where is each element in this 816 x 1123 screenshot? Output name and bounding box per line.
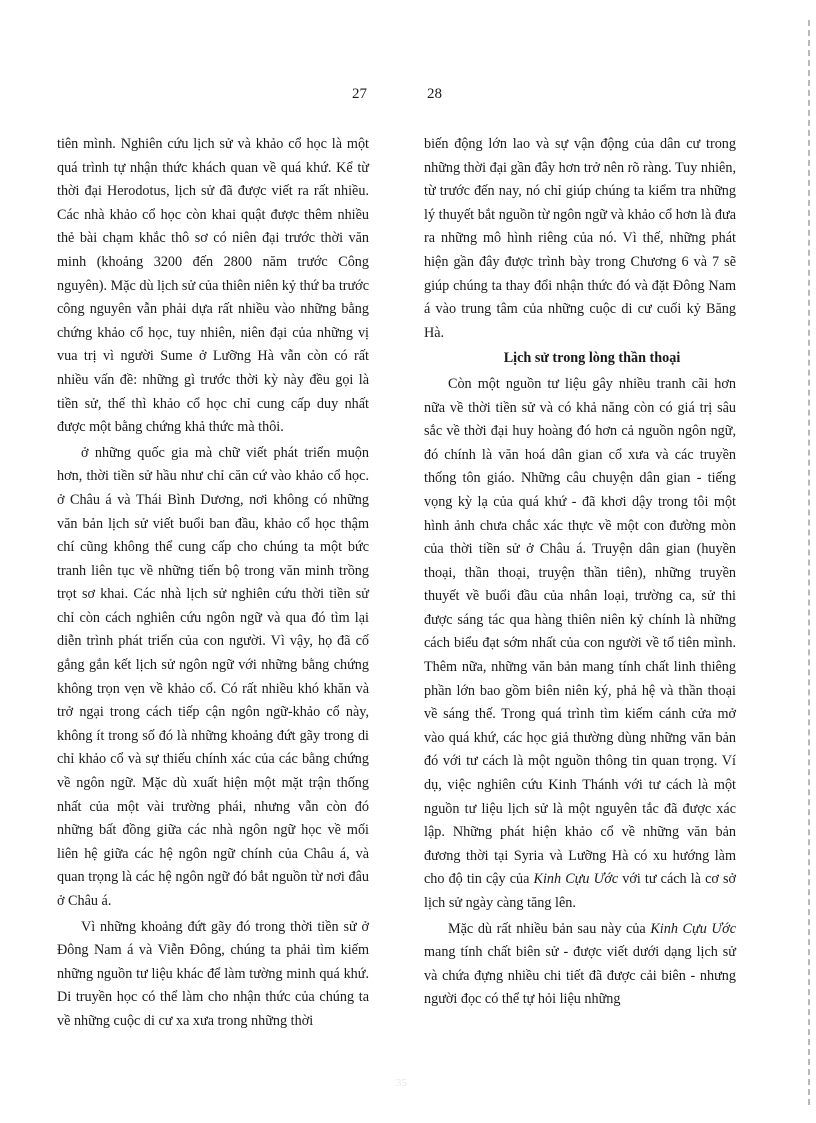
- left-paragraph-2: ở những quốc gia mà chữ viết phát triển muộn hơn, thời tiền sử hầu như chỉ căn cứ vào khảo cổ học. ở Châu á và Thái Bình Dương, nơi không có những văn bản lịch sử viết buổi ban đầu, khảo cổ học thậm chí cũng không thể cung cấp cho chúng ta một bức tranh liên tục về những tiến bộ trong văn minh trồng trọt sơ khai. Các nhà lịch sử nghiên cứu thời tiền sử chỉ còn cách nghiên cứu ngôn ngữ và qua đó tìm lại diễn trình phát triển của con người. Vì vậy, họ đã cố gắng gắn kết lịch sử ngôn ngữ với những bằng chứng không trọn vẹn về khảo cổ. Có rất nhiều khó khăn và trở ngại trong cách tiếp cận ngôn ngữ-khảo cổ này, không ít trong số đó là những khoảng đứt gãy trong di chỉ khảo cổ và sự thiếu chính xác của các bằng chứng về ngôn ngữ. Mặc dù xuất hiện một mặt trận thống nhất của một vài trường phái, nhưng vẫn còn đó những bất đồng giữa các nhà ngôn ngữ học về mối liên hệ giữa các hệ ngôn ngữ chính của Châu á, và quan trọng là các hệ ngôn ngữ đó bắt nguồn từ nơi đâu ở Châu á.: [57, 444, 369, 909]
- scan-edge-line: [806, 20, 810, 1105]
- right-page-number: 28: [427, 86, 442, 102]
- right-paragraph-2-text-b: với tư cách là cơ sở lịch sử ngày càng tăng lên.: [424, 871, 737, 911]
- left-page-column: [57, 133, 369, 1034]
- right-paragraph-2-emphasis: Kinh Cựu Ước: [533, 871, 619, 888]
- right-page-column: [424, 133, 736, 1012]
- footer-watermark: 35: [396, 1077, 407, 1089]
- right-paragraph-3-emphasis: Kinh Cựu Ước: [650, 920, 736, 937]
- left-page-number: 27: [352, 86, 367, 102]
- right-paragraph-2: [424, 373, 736, 916]
- section-heading: Lịch sử trong lòng thần thoại: [503, 350, 681, 367]
- right-paragraph-3: [424, 918, 736, 1012]
- right-paragraph-1: biến động lớn lao và sự vận động của dân cư trong những thời đại gần đây hơn trở nên rõ ràng. Tuy nhiên, từ trước đến nay, nó chỉ giúp chúng ta kiểm tra những lý thuyết bắt nguồn từ ngôn ngữ và khảo cổ hơn là đưa ra những mô hình riêng của nó. Vì thế, những phát hiện gần đây được trình bày trong Chương 6 và 7 sẽ giúp chúng ta thay đổi nhận thức đó và đặt Đông Nam á vào trung tâm của những cuộc di cư cuối kỷ Băng Hà.: [424, 136, 736, 341]
- left-paragraph-1: tiên mình. Nghiên cứu lịch sử và khảo cổ học là một quá trình tự nhận thức khách quan về quá khứ. Kể từ thời đại Herodotus, lịch sử đã được viết ra rất nhiều. Các nhà khảo cổ học còn khai quật được thêm nhiều thẻ bài chạm khắc thô sơ có niên đại trước thời văn minh (khoảng 3200 đến 2800 năm trước Công nguyên). Mặc dù lịch sử của thiên niên kỷ thứ ba trước công nguyên vẫn phải dựa rất nhiều vào những bằng chứng khảo cổ học, tuy nhiên, niên đại của những vị vua trị vì người Sume ở Lưỡng Hà vẫn còn có rất nhiều vấn đề: những gì trước thời kỳ này đều gọi là tiền sử, thế thì khảo cổ học chỉ cung cấp duy nhất được một bằng chứng khả thức mà thôi.: [57, 136, 369, 436]
- right-paragraph-3-text-a: Mặc dù rất nhiều bản sau này của: [448, 920, 651, 937]
- right-paragraph-2-text-a: Còn một nguồn tư liệu gây nhiều tranh cãi hơn nữa về thời tiền sử và có khả năng còn có giá trị sâu sắc về thời đại huy hoàng đó hơn cả nguồn ngôn ngữ, đó chính là văn hoá dân gian cổ xưa và các truyền thống tôn giáo. Những câu chuyện dân gian - tiếng vọng kỳ lạ của quá khứ - đã khơi dậy trong tôi một hình ảnh chưa chắc xác thực về một con đường mòn của thời tiền sử ở Châu á. Truyện dân gian (huyền thoại, thần thoại, truyện thần tiên), những truyền thuyết về buổi đầu của nhân loại, trường ca, sử thi được sáng tác qua hàng thiên niên kỷ chính là những cách biểu đạt sớm nhất của con người về tổ tiên mình. Thêm nữa, những văn bản mang tính chất linh thiêng phần lớn bao gồm biên niên ký, phả hệ và thần thoại về sáng thế. Trong quá trình tìm kiếm cánh cửa mở vào quá khứ, các học giả thường dùng những văn bản đó với tư cách là một nguồn thông tin quan trọng. Ví dụ, việc nghiên cứu Kinh Thánh với tư cách là một nguồn tư liệu lịch sử là một nguyên tắc đã được xác lập. Những phát hiện khảo cổ về những văn bản đương thời tại Syria và Lưỡng Hà có xu hướng làm cho độ tin cậy của: [424, 375, 736, 888]
- left-paragraph-3: Vì những khoảng đứt gãy đó trong thời tiền sử ở Đông Nam á và Viễn Đông, chúng ta phải tìm kiếm những nguồn tư liệu khác để làm tường minh quá khứ. Di truyền học có thể làm cho nhận thức của chúng ta về những cuộc di cư xa xưa trong những thời: [57, 918, 369, 1029]
- right-paragraph-3-text-b: mang tính chất biên sử - được viết dưới dạng lịch sử và chứa đựng nhiều chi tiết đã được cải biên - nhưng người đọc có thể tự hỏi liệu những: [424, 944, 736, 1008]
